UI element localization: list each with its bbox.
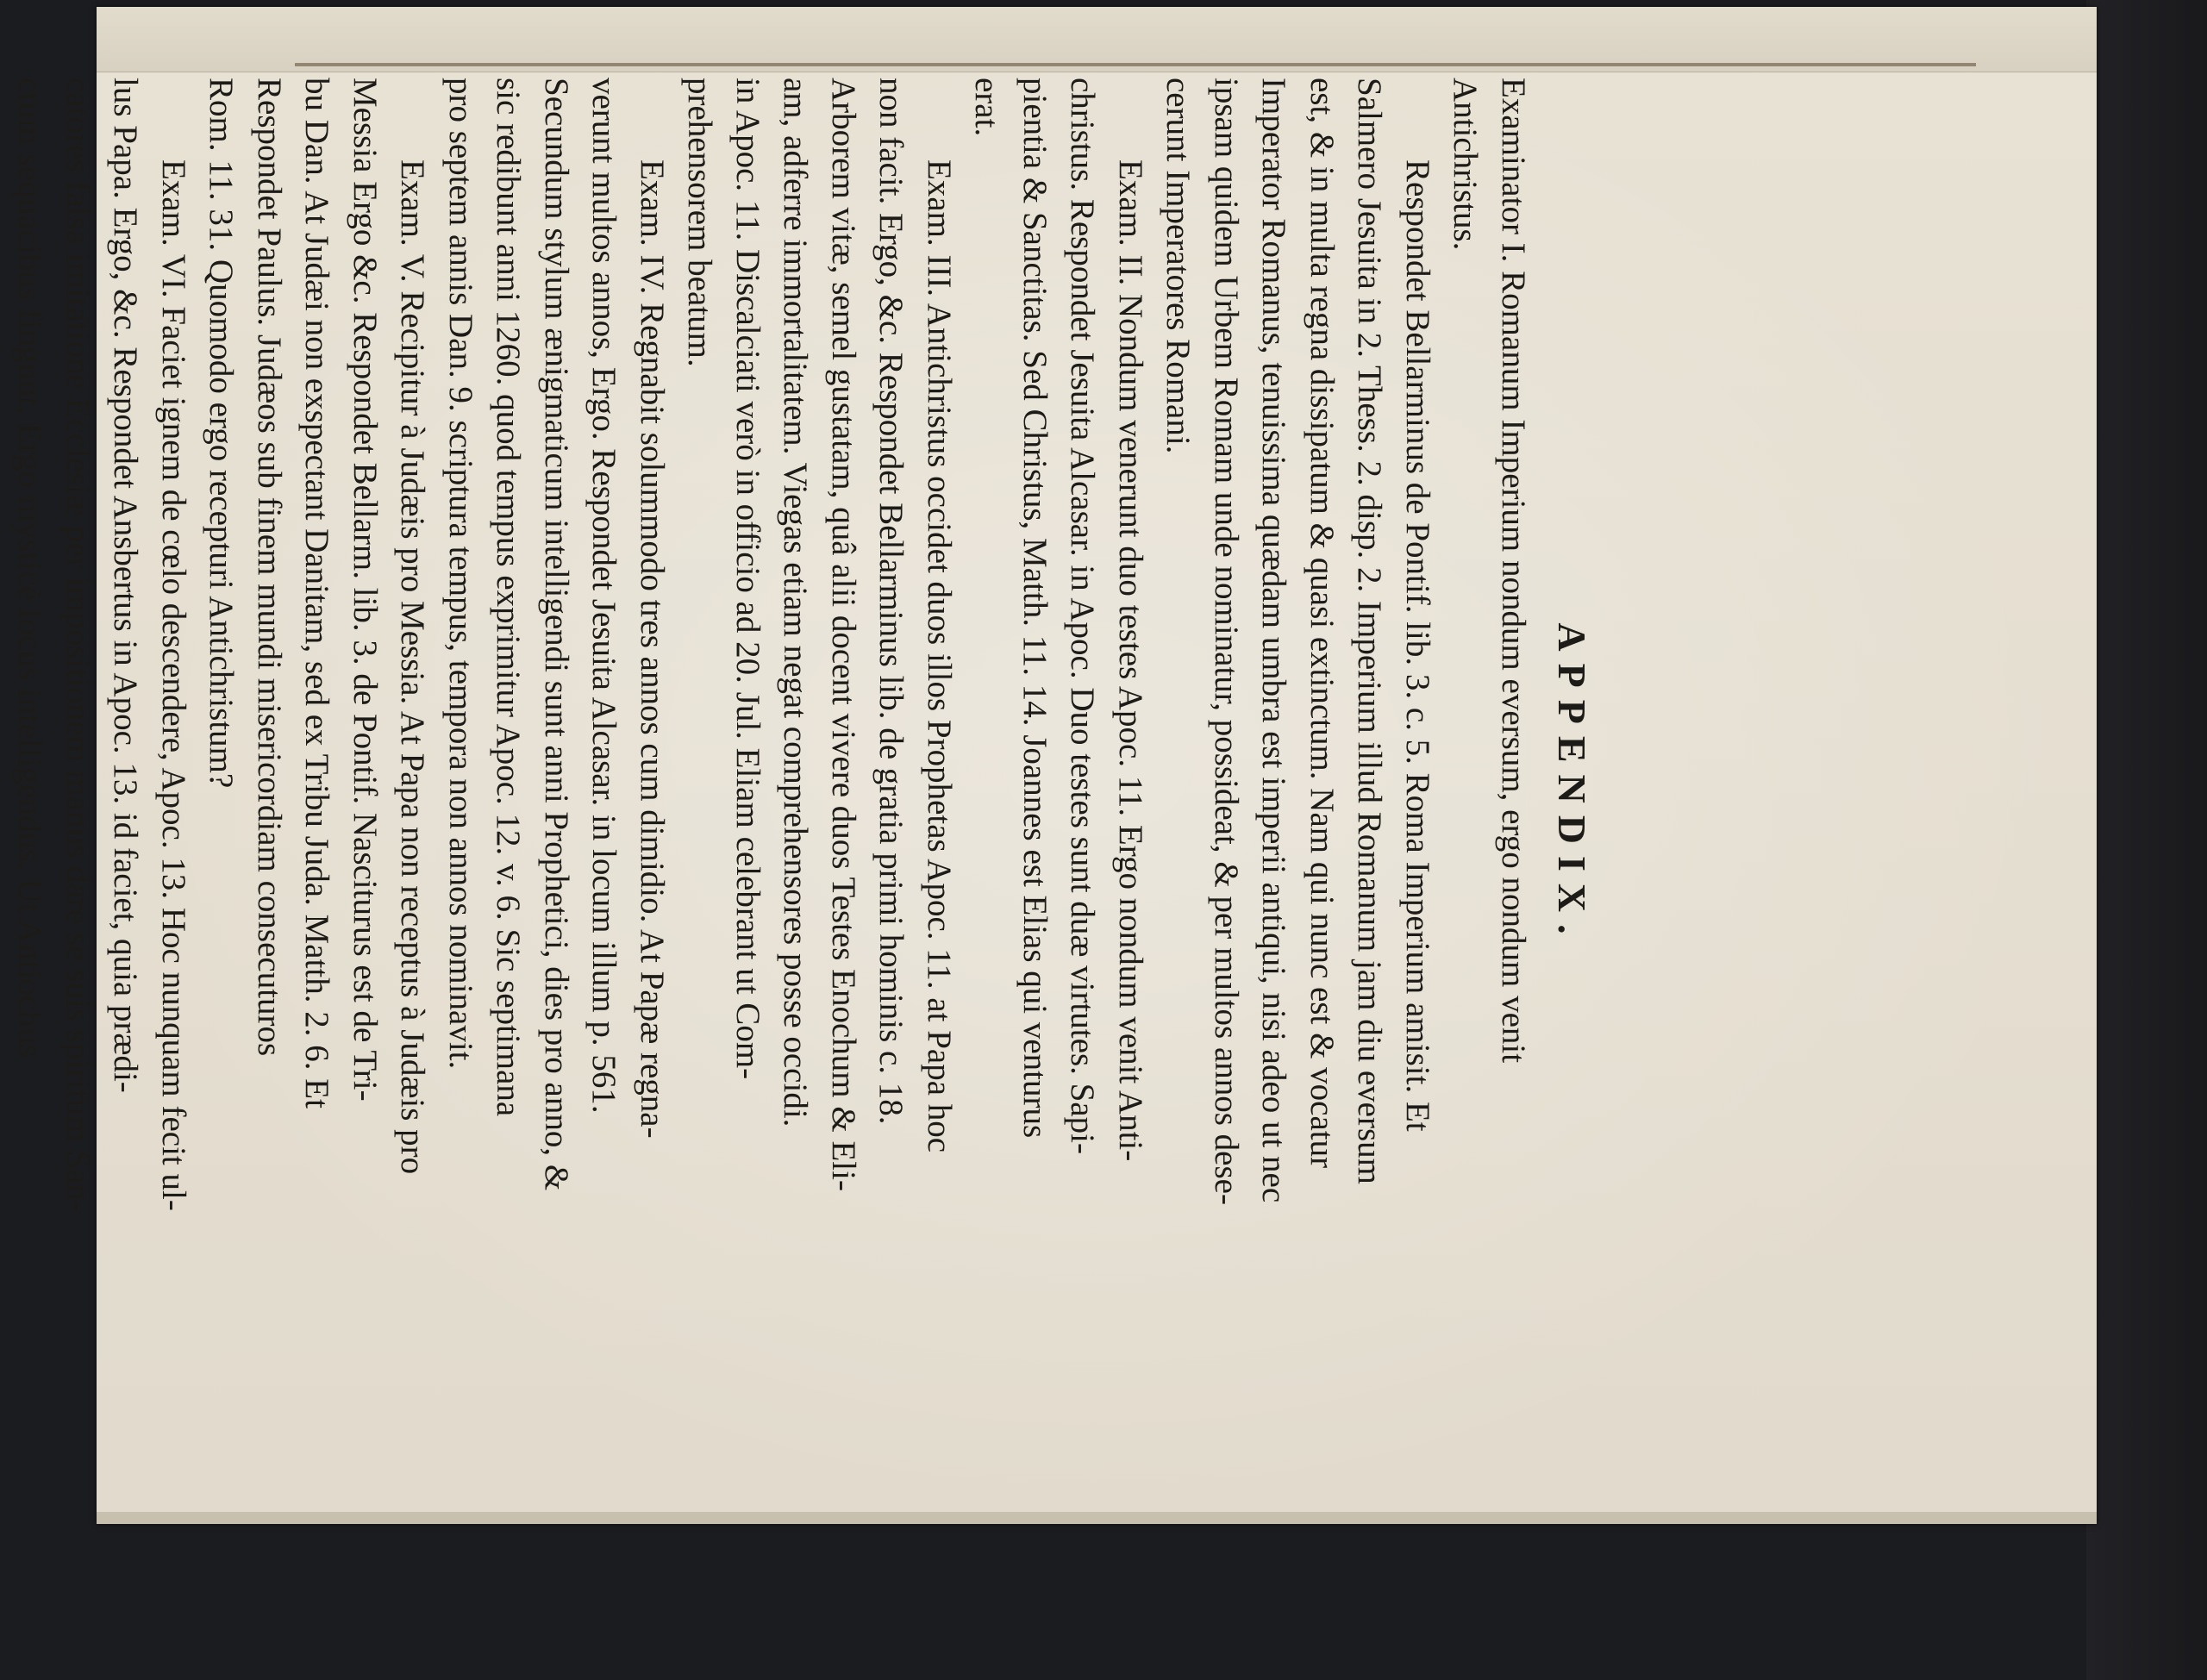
text-line: ctum sequacibus fingunt. Ergo mysticè locus intelligendus. Ut Antiochus: [11, 78, 49, 1058]
text-line: lus Papa. Ergo, &c. Respondet Ansbertus in Apoc. 13. id faciet, quia prædi-: [107, 78, 145, 1093]
text-line: est, & in multa regna dissipatum & quasi extinctum. Nam qui nunc est & vocatur: [1304, 78, 1341, 1169]
rotated-text-block: [11, 78, 1595, 1491]
text-line: bu Dan. At Judæi non exspectant Danitam, sed ex Tribu Juda. Matth. 2. 6. Et: [298, 78, 336, 1109]
text-line: non facit. Ergo, &c. Respondet Bellarminus lib. de gratia primi hominis c. 18.: [872, 78, 910, 1125]
text-line: am, adferre immortalitatem. Viegas etiam negat comprehensores posse occidi.: [777, 78, 815, 1127]
scanner-background: [2086, 0, 2207, 1680]
text-line: ipsam quidem Urbem Romam unde nominatur, possideat, & per multos annos dese-: [1208, 78, 1245, 1205]
text-line: pientia & Sanctitas. Sed Christus, Matth. 11. 14. Joannes est Elias qui venturus: [1016, 78, 1053, 1139]
text-line: Respondet Paulus. Judæos sub finem mundi misericordiam consecuturos: [251, 78, 288, 1057]
text-line: [0, 78, 6, 1491]
text-line: sic redibunt anni 1260. quod tempus exprimitur Apoc. 12. v. 6. Sic septimana: [490, 78, 528, 1117]
text-line: Exam. V. Recipitur à Judæis pro Messia. At Papa non receptus à Judæis pro: [394, 159, 432, 1175]
running-rule: [295, 63, 1976, 66]
text-line: Exam. II. Nondum venerunt duo testes Apoc. 11. Ergo nondum venit Anti-: [1112, 159, 1149, 1162]
text-line: Salmero Jesuita in 2. Thess. 2. disp. 2. Imperium illud Romanum jam diu eversum: [1351, 78, 1389, 1184]
text-line: christus. Respondet Jesuita Alcasar. in Apoc. Duo testes sunt duæ virtutes. Sapi-: [1064, 78, 1102, 1154]
text-line: Respondet Bellarminus de Pontif. lib. 3. c. 5. Roma Imperium amisit. Et: [1399, 159, 1436, 1132]
text-line: Messia Ergo &c. Respondet Bellarm. lib. 3. de Pontif. Nasciturus est de Tri-: [347, 78, 384, 1102]
text-line: Exam. III. Antichristus occidet duos illos Prophetas Apoc. 11. at Papa hoc: [921, 159, 958, 1153]
text-line: in Apoc. 11. Discalciati verò in officio ad 20. Jul. Eliam celebrant ut Com-: [729, 78, 766, 1080]
page-edge: [97, 1512, 2097, 1524]
text-line: verunt multos annos, Ergo. Respondet Jesuita Alcasar. in locum illum p. 561.: [585, 78, 623, 1114]
text-line: pro septem annis Dan. 9. scriptura tempus, tempora non annos nominavit.: [442, 78, 479, 1070]
text-line: erat.: [968, 78, 1006, 137]
text-line: Rom. 11. 31. Quomodo ergo recepturi Antichristum?: [203, 78, 241, 789]
text-line: Exam. VI. Faciet ignem de cœlo descendere, Apoc. 13. Hoc nunquam fecit ul-: [155, 159, 192, 1211]
page-heading: APPENDIX.: [1550, 622, 1594, 946]
text-line: prehensorem beatum.: [681, 78, 719, 367]
text-line: Arborem vitæ, semel gustatam, quâ alii docent vivere duos Testes Enochum & Eli-: [825, 78, 862, 1191]
text-line: catores falsa imitatione Ecclesiæ per impositionem manus dare se suis spiritum San-: [59, 78, 97, 1212]
text-line: Examinator I. Romanum Imperium nondum eversum, ergo nondum venit: [1495, 78, 1532, 1064]
text-line: Secundum stylum ænigmaticum intelligendi sunt anni Prophetici, dies pro anno, &: [538, 78, 575, 1191]
text-line: Antichristus.: [1447, 78, 1485, 251]
text-line: Imperator Romanus, tenuissima quædam umbra est imperii antiqui, nisi adeo ut nec: [1255, 78, 1293, 1203]
text-line: cerunt Imperatores Romani.: [1160, 78, 1197, 454]
text-line: Exam. IV. Regnabit solummodo tres annos cum dimidio. At Papæ regna-: [634, 159, 671, 1139]
